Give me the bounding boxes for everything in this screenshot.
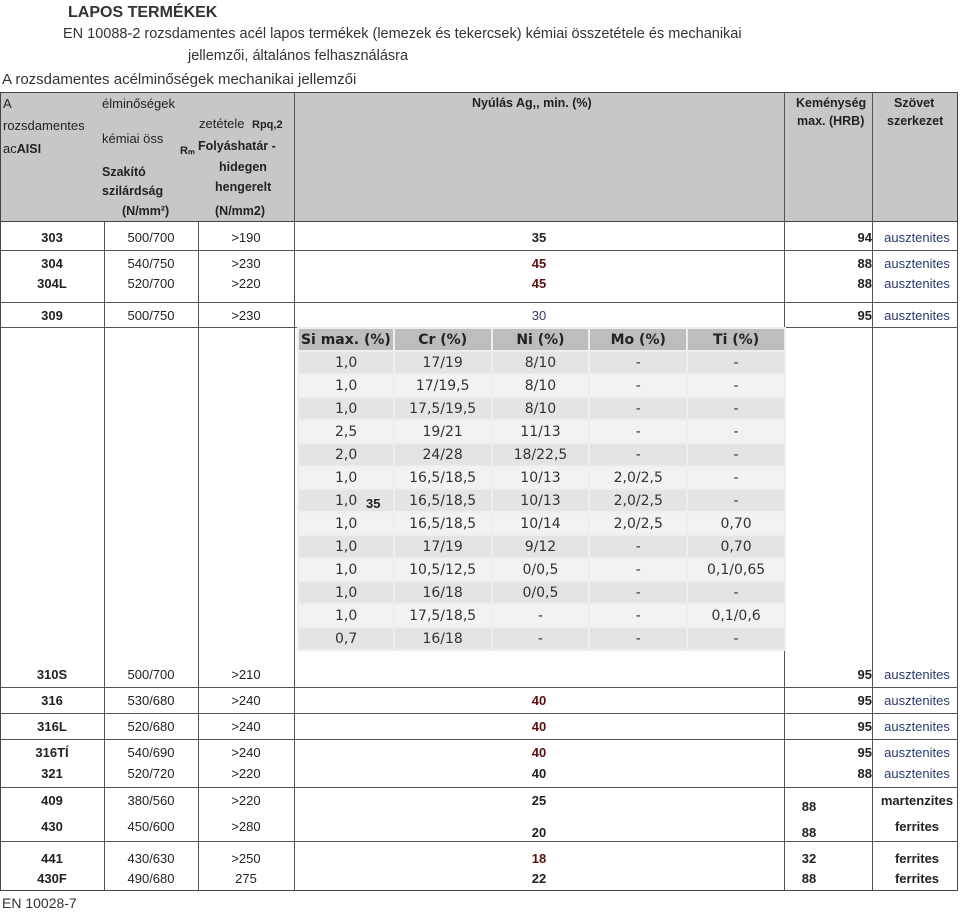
chem-cell-mo: - [590,628,686,649]
chem-cell-ti: 0,70 [688,513,784,534]
table-row-304-structure: ausztenites [884,256,950,271]
chem-cell-ni: 10/13 [493,467,589,488]
chem-row [299,559,784,580]
chem-cell-ni: 10/14 [493,513,589,534]
header-rm: Rₘ [180,145,195,157]
table-row-309-hardness: 95 [857,308,872,323]
chem-cell-ti: 0,1/0,65 [688,559,784,580]
table-row-304l-yield: >220 [231,276,261,291]
table-row-321-yield: >220 [231,766,261,781]
chem-row [299,536,784,557]
chem-cell-si: 2,0 [299,444,393,465]
table-row-441-elongation: 18 [531,851,547,866]
table-row-304l-tensile: 520/700 [127,276,175,291]
chem-cell-ni: 18/22,5 [493,444,589,465]
header-yield-4: (N/mm2) [215,204,266,218]
table-row-304-hardness: 88 [857,256,872,271]
table-row-304l-structure: ausztenites [884,276,950,291]
chem-cell-mo: 2,0/2,5 [590,513,686,534]
chem-cell-si: 1,0 [299,536,393,557]
chem-header-si: Si max. (%) [299,329,393,350]
chem-cell-si: 1,0 [299,513,393,534]
table-row-309-grade: 309 [41,308,63,323]
row-divider [0,687,958,688]
table-row-430f-tensile: 490/680 [127,871,175,886]
chem-cell-si: 1,0 [299,467,393,488]
header-grade-c-prefix: ac [3,141,17,156]
table-row-309-tensile: 500/750 [127,308,175,323]
row-divider [0,739,958,740]
chem-row [299,421,784,442]
subtitle-line-2: jellemzői, általános felhasználásra [188,48,409,64]
table-row-409-hardness: 88 [801,799,817,814]
chem-cell-cr: 17/19 [395,352,491,373]
table-row-316ti-hardness: 95 [857,745,872,760]
table-row-316l-elongation: 40 [531,719,547,734]
table-row-430-yield: >280 [231,819,261,834]
chem-cell-cr: 19/21 [395,421,491,442]
page-heading: LAPOS TERMÉKEK [68,4,218,21]
table-row-316l-hardness: 95 [857,719,872,734]
table-row-304-elongation: 45 [531,256,547,271]
table-row-316-tensile: 530/680 [127,693,175,708]
chem-cell-mo: - [590,398,686,419]
chem-cell-ni: 8/10 [493,398,589,419]
table-row-316ti-grade: 316TÍ [35,745,69,760]
table-row-309-structure: ausztenites [884,308,950,323]
table-row-316ti-elongation: 40 [531,745,547,760]
chem-cell-ti: - [688,352,784,373]
chem-cell-ti: - [688,398,784,419]
table-row-316-grade: 316 [41,693,63,708]
chem-cell-ni: 8/10 [493,375,589,396]
table-row-430f-grade: 430F [37,871,67,886]
chem-row [299,582,784,603]
chem-cell-cr: 16/18 [395,628,491,649]
chem-cell-ti: - [688,375,784,396]
chem-cell-cr: 17,5/18,5 [395,605,491,626]
chem-cell-ti: - [688,467,784,488]
chem-cell-ti: - [688,582,784,603]
chem-cell-si: 1,0 [299,398,393,419]
table-row-304l-grade: 304L [37,276,67,291]
table-row-304-tensile: 540/750 [127,256,175,271]
chem-cell-si: 1,0 [299,490,393,511]
header-aisi: AISI [16,142,42,156]
header-yield-2: hidegen [219,160,267,174]
table-row-409-yield: >220 [231,793,261,808]
row-divider [0,787,958,788]
chem-cell-mo: 2,0/2,5 [590,490,686,511]
header-tensile-3: (N/mm²) [122,204,170,218]
chem-row [299,628,784,649]
chem-row [299,444,784,465]
table-row-303-hardness: 94 [857,230,872,245]
chem-cell-si: 1,0 [299,559,393,580]
table-row-430-tensile: 450/600 [127,819,175,834]
chem-header-cr: Cr (%) [395,329,491,350]
chem-cell-mo: - [590,421,686,442]
table-row-310s-structure: ausztenites [884,667,950,682]
chem-cell-ni: 0/0,5 [493,559,589,580]
chem-header-mo: Mo (%) [590,329,686,350]
header-grade-b: rozsdamentes [3,118,85,133]
table-row-321-grade: 321 [41,766,63,781]
footer-standard: EN 10028-7 [2,895,77,911]
chem-cell-mo: - [590,605,686,626]
table-row-321-structure: ausztenites [884,766,950,781]
chem-cell-mo: - [590,582,686,603]
table-row-441-yield: >250 [231,851,261,866]
chem-cell-cr: 16,5/18,5 [395,513,491,534]
table-row-321-tensile: 520/720 [127,766,175,781]
table-row-430f-structure: ferrites [894,871,940,886]
table-row-316l-tensile: 520/680 [127,719,175,734]
table-row-310s-yield: >210 [231,667,261,682]
table-row-441-tensile: 430/630 [127,851,175,866]
table-row-303-yield: >190 [231,230,261,245]
header-elongation: Nyúlás Ag,, min. (%) [472,96,592,110]
chem-cell-ti: 0,1/0,6 [688,605,784,626]
chem-cell-cr: 17/19,5 [395,375,491,396]
header-tensile-2: szilárdság [102,184,164,198]
table-row-316ti-structure: ausztenites [884,745,950,760]
header-hardness-2: max. (HRB) [797,114,865,128]
row-divider [0,250,958,251]
table-row-316l-structure: ausztenites [884,719,950,734]
chem-cell-ni: 10/13 [493,490,589,511]
chem-cell-cr: 10,5/12,5 [395,559,491,580]
chem-cell-ni: - [493,605,589,626]
chem-cell-mo: - [590,352,686,373]
chem-cell-ti: - [688,628,784,649]
table-row-316ti-tensile: 540/690 [127,745,175,760]
chem-cell-mo: - [590,375,686,396]
table-row-430f-hardness: 88 [801,871,817,886]
table-row-304l-elongation: 45 [531,276,547,291]
chem-header-row [299,329,784,350]
header-grade-c [3,141,41,156]
table-row-316l-yield: >240 [231,719,261,734]
table-row-303-grade: 303 [41,230,63,245]
table-row-303-structure: ausztenites [884,230,950,245]
table-row-430f-yield: 275 [235,871,257,886]
chem-cell-si: 1,0 [299,605,393,626]
table-row-430-structure: ferrites [894,819,940,834]
chem-header-ti: Ti (%) [688,329,784,350]
chem-row [299,398,784,419]
chem-cell-ni: 0/0,5 [493,582,589,603]
table-row-316l-grade: 316L [37,719,67,734]
chem-cell-si: 0,7 [299,628,393,649]
row-divider [0,841,958,842]
table-row-303-elongation: 35 [531,230,547,245]
table-row-441-grade: 441 [41,851,63,866]
chem-cell-ti: - [688,421,784,442]
table-row-304-grade: 304 [41,256,63,271]
table-row-309-yield: >230 [231,308,261,323]
chem-row [299,513,784,534]
chem-cell-si: 1,0 [299,352,393,373]
table-row-316-yield: >240 [231,693,261,708]
chem-cell-mo: 2,0/2,5 [590,467,686,488]
chem-cell-ti: - [688,444,784,465]
chem-cell-si: 1,0 [299,375,393,396]
table-row-409-grade: 409 [41,793,63,808]
table-row-430-hardness: 88 [801,825,817,840]
table-row-310s-elongation: 35 [366,496,381,511]
table-row-303-tensile: 500/700 [127,230,175,245]
chem-cell-cr: 17,5/19,5 [395,398,491,419]
chem-row [299,375,784,396]
table-row-310s-tensile: 500/700 [127,667,175,682]
chem-cell-cr: 16,5/18,5 [395,490,491,511]
chem-row [299,467,784,488]
chem-header-ni: Ni (%) [493,329,589,350]
chem-cell-ni: 9/12 [493,536,589,557]
table-row-409-tensile: 380/560 [127,793,175,808]
header-structure-2: szerkezet [887,114,944,128]
table-row-430f-elongation: 22 [531,871,547,886]
table-row-409-structure: martenzites [880,793,954,808]
table-row-321-elongation: 40 [531,766,547,781]
chem-cell-si: 2,5 [299,421,393,442]
table-row-430-elongation: 20 [531,825,547,840]
chem-cell-ni: - [493,628,589,649]
header-yield-1: Folyáshatár - [198,139,276,153]
chem-cell-cr: 24/28 [395,444,491,465]
row-divider [0,302,958,303]
table-row-430-grade: 430 [41,819,63,834]
chem-row [299,352,784,373]
table-row-310s-grade: 310S [36,667,68,682]
chem-cell-mo: - [590,444,686,465]
header-grade-a: A [3,96,12,111]
chem-cell-cr: 16/18 [395,582,491,603]
table-row-304-yield: >230 [231,256,261,271]
table-row-441-hardness: 32 [801,851,817,866]
table-row-321-hardness: 88 [857,766,872,781]
table-row-309-elongation: 30 [531,308,547,323]
table-row-409-elongation: 25 [531,793,547,808]
chem-row [299,605,784,626]
chem-cell-cr: 17/19 [395,536,491,557]
table-row-304l-hardness: 88 [857,276,872,291]
header-quality-a: élminőségek [102,96,175,111]
header-hardness-1: Keménység [796,96,867,110]
chem-cell-mo: - [590,559,686,580]
chem-cell-ti: 0,70 [688,536,784,557]
chem-cell-mo: - [590,536,686,557]
header-chem-tail: zetétele [199,116,245,131]
header-rpq: Rpq,2 [252,119,283,131]
subtitle-line-1: EN 10088-2 rozsdamentes acél lapos termékek (lemezek és tekercsek) kémiai összetétele és mechanikai [63,26,742,42]
header-tensile-1: Szakító [102,165,146,179]
row-divider [0,713,958,714]
column-divider [872,92,873,891]
table-row-316-structure: ausztenites [884,693,950,708]
table-row-441-structure: ferrites [894,851,940,866]
header-yield-3: hengerelt [215,180,272,194]
chemical-composition-table [297,327,786,651]
table-row-316ti-yield: >240 [231,745,261,760]
chem-cell-ti: - [688,490,784,511]
table-row-316-elongation: 40 [531,693,547,708]
chem-cell-cr: 16,5/18,5 [395,467,491,488]
section-title: A rozsdamentes acélminőségek mechanikai jellemzői [2,71,357,88]
chem-cell-ni: 8/10 [493,352,589,373]
table-row-316-hardness: 95 [857,693,872,708]
header-quality-b: kémiai öss [102,131,164,146]
chem-cell-si: 1,0 [299,582,393,603]
table-row-310s-hardness: 95 [857,667,872,682]
chem-cell-ni: 11/13 [493,421,589,442]
header-structure-1: Szövet [894,96,935,110]
